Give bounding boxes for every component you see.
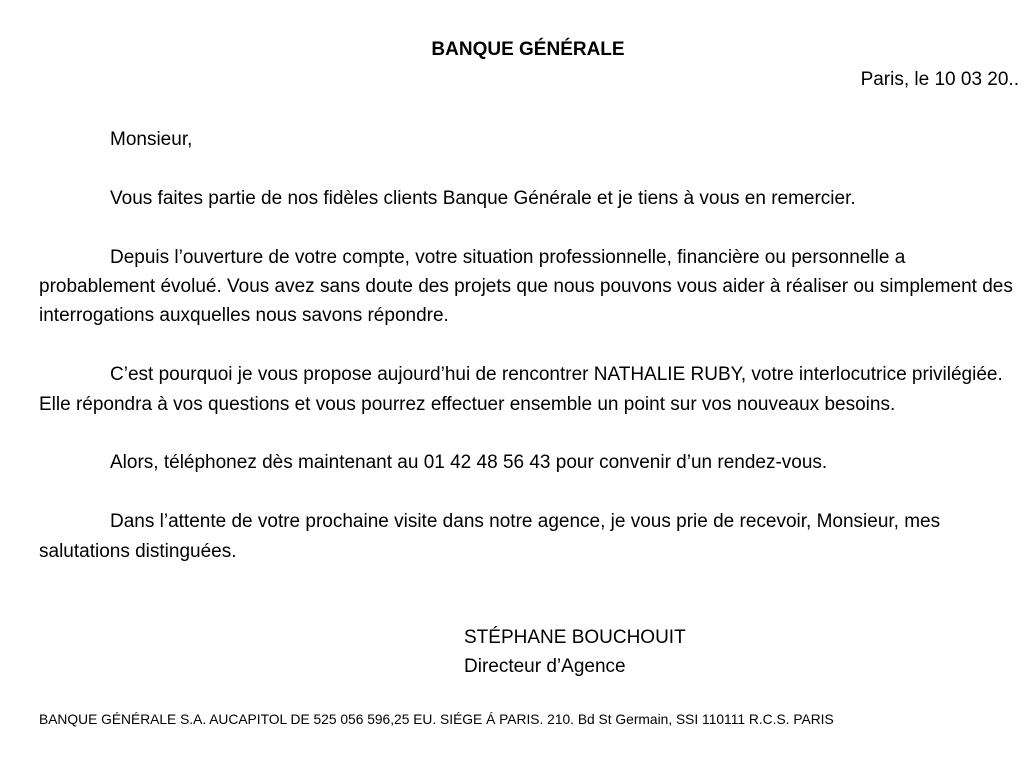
paragraph-situation: Depuis l’ouverture de votre compte, votre situation professionnelle, financière ou personnelle a probablement évolué. Vous avez sans doute des projets que nous pouvons vous aider à réaliser ou simplement des interrogations auxquelles nous savons répondre. bbox=[39, 246, 1013, 327]
signatory-name: STÉPHANE BOUCHOUIT bbox=[464, 627, 686, 648]
paragraph-advisor: C’est pourquoi je vous propose aujourd’hui de rencontrer NATHALIE RUBY, votre interlocutrice privilégiée. Elle répondra à vos questions et vous pourrez effectuer ensemble un point sur vos nouveaux besoins. bbox=[39, 364, 1003, 415]
legal-footer: BANQUE GÉNÉRALE S.A. AUCAPITOL DE 525 056 596,25 EU. SIÉGE Á PARIS. 210. Bd St Germain, SSI 110111 R.C.S. PARIS bbox=[39, 712, 834, 727]
signatory-role: Directeur d’Agence bbox=[464, 656, 626, 678]
signature-block bbox=[464, 623, 686, 682]
paragraph-closing: Dans l’attente de votre prochaine visite dans notre agence, je vous prie de recevoir, Monsieur, mes salutations distinguées. bbox=[39, 511, 941, 562]
salutation: Monsieur, bbox=[110, 129, 193, 150]
letter-body bbox=[39, 125, 1019, 595]
bank-name-heading: BANQUE GÉNÉRALE bbox=[431, 39, 625, 60]
paragraph-thanks: Vous faites partie de nos fidèles clients Banque Générale et je tiens à vous en remercier. bbox=[110, 187, 856, 209]
letter-page bbox=[39, 0, 1019, 759]
paragraph-phone: Alors, téléphonez dès maintenant au 01 42 48 56 43 pour convenir d’un rendez-vous. bbox=[110, 452, 828, 474]
date-line: Paris, le 10 03 20.. bbox=[860, 69, 1019, 90]
